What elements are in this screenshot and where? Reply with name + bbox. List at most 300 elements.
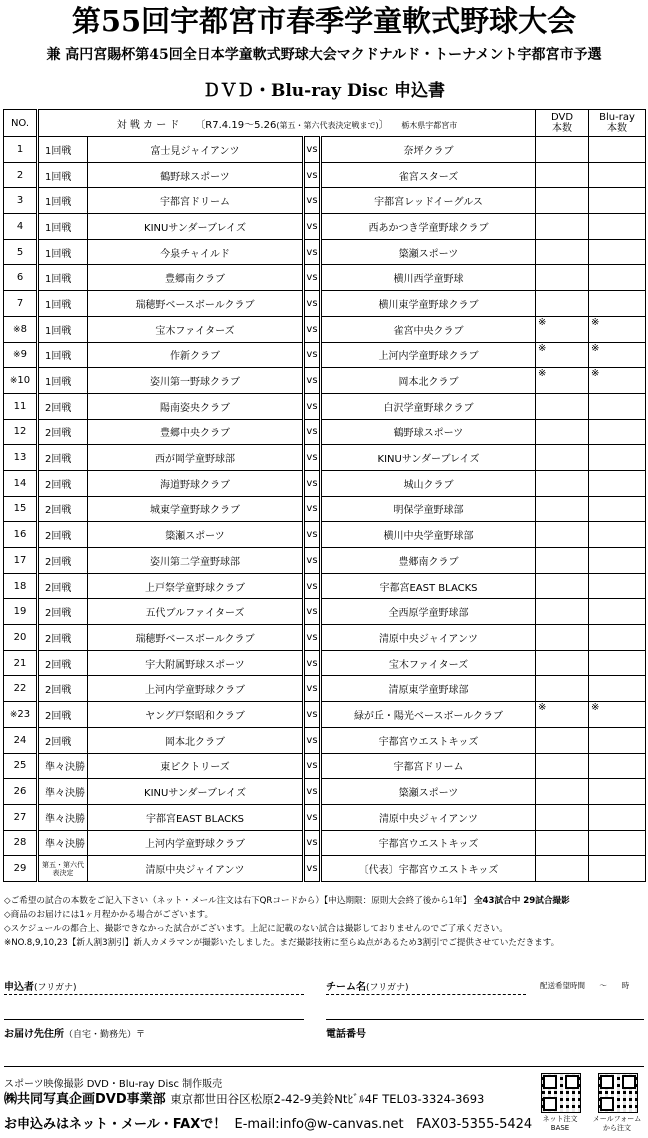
match-round: 1回戦 (38, 316, 88, 342)
match-number: 27 (13, 811, 27, 823)
table-row (4, 804, 646, 830)
dvd-quantity-cell[interactable] (536, 419, 589, 445)
page-title: 第55回宇都宮市春季学童軟式野球大会 (71, 4, 577, 38)
header-card (38, 110, 536, 137)
team-away: 宝木ファイターズ (321, 650, 536, 676)
bluray-quantity-cell[interactable] (589, 214, 646, 240)
qr-base-caption-2: BASE (550, 1124, 570, 1132)
team-away: 清原中央ジャイアンツ (321, 625, 536, 651)
team-home: 豊郷南クラブ (88, 265, 304, 291)
match-no (4, 496, 38, 522)
table-row (4, 419, 646, 445)
match-no (4, 470, 38, 496)
bluray-quantity-cell[interactable] (589, 856, 646, 882)
dvd-quantity-cell[interactable] (536, 265, 589, 291)
team-away: 豊郷南クラブ (321, 548, 536, 574)
match-round: 1回戦 (38, 342, 88, 368)
team-away: 清原中央ジャイアンツ (321, 804, 536, 830)
dvd-quantity-cell[interactable] (536, 239, 589, 265)
note-line-2: ◇商品のお届けには1ヶ月程かかる場合がございます。 (4, 910, 214, 920)
note-line-3: ◇スケジュールの都合上、撮影できなかった試合がございます。上記に記載のない試合は撮影しておりませんのでご了承ください。 (4, 924, 508, 934)
notes-block (4, 894, 644, 950)
team-away: KINUサンダーブレイズ (321, 445, 536, 471)
team-home: 陽南姿央クラブ (88, 393, 304, 419)
match-number: 16 (13, 529, 27, 541)
match-number: 10 (17, 375, 31, 387)
team-away: 全西原学童野球部 (321, 599, 536, 625)
qr-mailform-caption (591, 1115, 643, 1133)
match-no (4, 239, 38, 265)
team-away: 宇都宮レッドイーグルス (321, 188, 536, 214)
match-number: 14 (13, 477, 27, 489)
vs-label: vs (304, 496, 321, 522)
team-away: 緑が丘・陽光ベースボールクラブ (321, 702, 536, 728)
vs-label: vs (304, 291, 321, 317)
match-no (4, 445, 38, 471)
match-no (4, 599, 38, 625)
bluray-quantity-cell[interactable] (589, 188, 646, 214)
new-camera-mark: ※ (13, 350, 21, 361)
vs-label: vs (304, 522, 321, 548)
header-period-note: (第五・第六代表決定戦まで) (276, 120, 379, 130)
table-row (4, 342, 646, 368)
dvd-quantity-cell[interactable] (536, 676, 589, 702)
match-round: 第五・第六代表決定 (38, 856, 88, 882)
table-row (4, 625, 646, 651)
match-number: 6 (16, 272, 24, 284)
vs-label: vs (304, 162, 321, 188)
team-home: 豊郷中央クラブ (88, 419, 304, 445)
footer-fax: FAX03-5355-5424 (416, 1117, 533, 1132)
vs-label: vs (304, 676, 321, 702)
vs-label: vs (304, 625, 321, 651)
match-no (4, 291, 38, 317)
header-bluray (589, 110, 646, 137)
match-no (4, 162, 38, 188)
match-round: 2回戦 (38, 702, 88, 728)
vs-label: vs (304, 214, 321, 240)
footer-order-row (4, 1113, 532, 1132)
dvd-quantity-cell[interactable] (536, 753, 589, 779)
address-line[interactable] (4, 1066, 644, 1067)
match-round: 1回戦 (38, 239, 88, 265)
match-no (4, 316, 38, 342)
bluray-quantity-cell[interactable] (589, 548, 646, 574)
match-round: 2回戦 (38, 676, 88, 702)
team-away: 簗瀬スポーツ (321, 779, 536, 805)
bluray-quantity-cell[interactable] (589, 393, 646, 419)
team-home: 宇大附属野球スポーツ (88, 650, 304, 676)
match-no (4, 188, 38, 214)
match-no (4, 830, 38, 856)
team-label (326, 978, 409, 993)
table-header-row (4, 110, 646, 137)
bluray-quantity-cell[interactable]: ※ (589, 702, 646, 728)
applicant-kana-line (4, 994, 304, 995)
team-home: 上戸祭学童野球クラブ (88, 573, 304, 599)
match-no (4, 625, 38, 651)
dvd-quantity-cell[interactable] (536, 650, 589, 676)
dvd-quantity-cell[interactable] (536, 548, 589, 574)
match-round: 2回戦 (38, 393, 88, 419)
team-away: 横川西学童野球 (321, 265, 536, 291)
team-home: 西が岡学童野球部 (88, 445, 304, 471)
match-round: 2回戦 (38, 548, 88, 574)
bluray-quantity-cell[interactable] (589, 676, 646, 702)
page-subtitle: 兼 高円宮賜杯第45回全日本学童軟式野球大会マクドナルド・トーナメント宇都宮市予選 (46, 47, 602, 63)
phone-label: 電話番号 (326, 1029, 366, 1040)
bluray-quantity-cell[interactable] (589, 419, 646, 445)
match-round: 2回戦 (38, 650, 88, 676)
team-away: 横川東学童野球クラブ (321, 291, 536, 317)
table-row (4, 470, 646, 496)
table-row (4, 214, 646, 240)
table-row (4, 445, 646, 471)
vs-label: vs (304, 368, 321, 394)
match-round: 1回戦 (38, 188, 88, 214)
vs-label: vs (304, 137, 321, 163)
team-away: 雀宮中央クラブ (321, 316, 536, 342)
bluray-quantity-cell[interactable] (589, 573, 646, 599)
dvd-quantity-cell[interactable]: ※ (536, 702, 589, 728)
match-number: 19 (13, 606, 27, 618)
match-number: 23 (17, 708, 31, 720)
team-label-text: チーム名 (326, 982, 366, 993)
table-row (4, 496, 646, 522)
footer-order-lead: お申込みはネット・メール・FAXで！ (4, 1117, 227, 1132)
dvd-quantity-cell[interactable] (536, 573, 589, 599)
match-round: 1回戦 (38, 214, 88, 240)
team-away: 西あかつき学童野球クラブ (321, 214, 536, 240)
team-home: 清原中央ジャイアンツ (88, 856, 304, 882)
match-round: 2回戦 (38, 599, 88, 625)
dvd-quantity-cell[interactable] (536, 291, 589, 317)
header-bluray-unit: 本数 (607, 123, 627, 134)
team-away: 宇都宮ウエストキッズ (321, 830, 536, 856)
bluray-quantity-cell[interactable]: ※ (589, 316, 646, 342)
match-rows (4, 137, 646, 882)
match-number: 15 (13, 503, 27, 515)
match-number: 8 (20, 323, 27, 335)
match-no (4, 548, 38, 574)
note-line-1 (4, 894, 644, 908)
footer-address: 東京都世田谷区松原2-42-9美鈴Ntﾋﾞﾙ4F TEL03-3324-3693 (170, 1092, 485, 1106)
table-row (4, 137, 646, 163)
delivery-time-text: 配送希望時間 (540, 981, 585, 990)
team-home: 岡本北クラブ (88, 727, 304, 753)
qr-code-base-icon[interactable] (541, 1073, 581, 1113)
bluray-quantity-cell[interactable] (589, 239, 646, 265)
match-no (4, 650, 38, 676)
applicant-label (4, 978, 77, 993)
footer-company-row (4, 1088, 484, 1107)
team-away: 宇都宮EAST BLACKS (321, 573, 536, 599)
match-no (4, 137, 38, 163)
match-number: 20 (13, 631, 27, 643)
match-number: 18 (13, 580, 27, 592)
match-round: 1回戦 (38, 265, 88, 291)
match-number: 21 (13, 657, 27, 669)
match-no (4, 573, 38, 599)
note-line-1-text: ◇ご希望の試合の本数をご記入下さい（ネット・メール注文は右下QRコードから）【申込期限：原則大会終了後から1年】 (4, 896, 472, 906)
team-home: 簗瀬スポーツ (88, 522, 304, 548)
dvd-quantity-cell[interactable] (536, 599, 589, 625)
match-table (3, 109, 646, 882)
match-number: 1 (16, 143, 24, 155)
match-number: 13 (13, 452, 27, 464)
match-no (4, 393, 38, 419)
match-round: 1回戦 (38, 368, 88, 394)
match-round: 1回戦 (38, 162, 88, 188)
team-home: 瑞穂野ベースボールクラブ (88, 291, 304, 317)
applicant-label-text: 申込者 (4, 982, 34, 993)
table-row (4, 702, 646, 728)
team-home: 上河内学童野球クラブ (88, 830, 304, 856)
applicant-line[interactable] (4, 1019, 304, 1020)
table-row (4, 393, 646, 419)
match-number: 25 (13, 760, 27, 772)
team-home: 城東学童野球クラブ (88, 496, 304, 522)
table-row (4, 239, 646, 265)
table-row (4, 291, 646, 317)
match-no (4, 804, 38, 830)
bluray-quantity-cell[interactable] (589, 779, 646, 805)
team-away: 雀宮スターズ (321, 162, 536, 188)
table-row (4, 650, 646, 676)
match-no (4, 214, 38, 240)
footer-email[interactable]: E-mail:info@w-canvas.net (234, 1117, 404, 1132)
vs-label: vs (304, 470, 321, 496)
match-number: 22 (13, 683, 27, 695)
bluray-quantity-cell[interactable] (589, 162, 646, 188)
table-row (4, 856, 646, 882)
match-number: 17 (13, 554, 27, 566)
vs-label: vs (304, 445, 321, 471)
vs-label: vs (304, 753, 321, 779)
bluray-quantity-cell[interactable] (589, 265, 646, 291)
vs-label: vs (304, 419, 321, 445)
team-home: 宝木ファイターズ (88, 316, 304, 342)
dvd-quantity-cell[interactable] (536, 162, 589, 188)
vs-label: vs (304, 804, 321, 830)
team-home: 今泉チャイルド (88, 239, 304, 265)
dvd-quantity-cell[interactable] (536, 830, 589, 856)
note-line-4: ※NO.8,9,10,23【新人割3割引】新人カメラマンが撮影いたしました。まだ撮影技術に至らぬ点があるため3割引でご提供させていただきます。 (4, 938, 560, 948)
table-row (4, 573, 646, 599)
header-venue: 栃木県宇都宮市 (401, 120, 458, 130)
match-number: 3 (16, 195, 24, 207)
qr-code-mailform-icon[interactable] (598, 1073, 638, 1113)
team-home: 海道野球クラブ (88, 470, 304, 496)
match-round: 2回戦 (38, 496, 88, 522)
table-row (4, 522, 646, 548)
address-note: （自宅・勤務先）〒 (64, 1030, 146, 1040)
bluray-quantity-cell[interactable] (589, 291, 646, 317)
team-home: KINUサンダーブレイズ (88, 779, 304, 805)
team-away: 上河内学童野球クラブ (321, 342, 536, 368)
bluray-quantity-cell[interactable] (589, 830, 646, 856)
new-camera-mark: ※ (9, 709, 18, 720)
team-away: 奈坪クラブ (321, 137, 536, 163)
team-away: 岡本北クラブ (321, 368, 536, 394)
match-number: 26 (13, 786, 27, 798)
header-card-label: 対 戦 カ ー ド (116, 119, 180, 131)
bluray-quantity-cell[interactable] (589, 727, 646, 753)
dvd-quantity-cell[interactable] (536, 856, 589, 882)
vs-label: vs (304, 727, 321, 753)
team-home: KINUサンダーブレイズ (88, 214, 304, 240)
dvd-quantity-cell[interactable] (536, 470, 589, 496)
match-number: 29 (13, 863, 27, 875)
team-away: 宇都宮ドリーム (321, 753, 536, 779)
footer-service: スポーツ映像撮影 DVD・Blu-ray Disc 制作販売 (4, 1079, 223, 1090)
delivery-time-label[interactable] (540, 980, 629, 991)
team-away: 横川中央学童野球部 (321, 522, 536, 548)
vs-label: vs (304, 342, 321, 368)
bluray-quantity-cell[interactable] (589, 496, 646, 522)
match-round: 2回戦 (38, 445, 88, 471)
match-number: 28 (13, 837, 27, 849)
bluray-quantity-cell[interactable] (589, 625, 646, 651)
footer-company: ㈱共同写真企画DVD事業部 (4, 1092, 166, 1107)
match-round: 準々決勝 (38, 804, 88, 830)
table-row (4, 548, 646, 574)
match-round: 2回戦 (38, 625, 88, 651)
dvd-quantity-cell[interactable] (536, 214, 589, 240)
dvd-quantity-cell[interactable] (536, 779, 589, 805)
match-no (4, 522, 38, 548)
match-number: 4 (16, 220, 24, 232)
team-away: 簗瀬スポーツ (321, 239, 536, 265)
bluray-quantity-cell[interactable] (589, 445, 646, 471)
qr-mailform-caption-2: から注文 (603, 1124, 631, 1132)
team-home: 富士見ジャイアンツ (88, 137, 304, 163)
header-dvd (536, 110, 589, 137)
vs-label: vs (304, 573, 321, 599)
bluray-quantity-cell[interactable] (589, 599, 646, 625)
note-match-count: 全43試合中 29試合撮影 (473, 896, 570, 906)
dvd-quantity-cell[interactable] (536, 188, 589, 214)
team-home: 宇都宮EAST BLACKS (88, 804, 304, 830)
delivery-time-range: ～ 時 (599, 981, 630, 990)
match-no (4, 856, 38, 882)
match-no (4, 676, 38, 702)
table-row (4, 779, 646, 805)
dvd-quantity-cell[interactable]: ※ (536, 316, 589, 342)
match-round: 2回戦 (38, 727, 88, 753)
new-camera-mark: ※ (13, 324, 21, 335)
match-number: 7 (16, 297, 24, 309)
vs-label: vs (304, 702, 321, 728)
team-home: 上河内学童野球クラブ (88, 676, 304, 702)
vs-label: vs (304, 599, 321, 625)
match-no (4, 779, 38, 805)
team-home: 作新クラブ (88, 342, 304, 368)
match-no (4, 702, 38, 728)
vs-label: vs (304, 856, 321, 882)
dvd-quantity-cell[interactable] (536, 522, 589, 548)
team-home: ヤング戸祭昭和クラブ (88, 702, 304, 728)
match-round: 準々決勝 (38, 753, 88, 779)
team-home: 鶴野球スポーツ (88, 162, 304, 188)
vs-label: vs (304, 265, 321, 291)
team-home: 東ピクトリーズ (88, 753, 304, 779)
dvd-quantity-cell[interactable]: ※ (536, 342, 589, 368)
match-no (4, 419, 38, 445)
vs-label: vs (304, 316, 321, 342)
dvd-quantity-cell[interactable] (536, 445, 589, 471)
table-row (4, 265, 646, 291)
dvd-quantity-cell[interactable] (536, 804, 589, 830)
match-no (4, 368, 38, 394)
table-row (4, 188, 646, 214)
team-away: 〔代表〕宇都宮ウエストキッズ (321, 856, 536, 882)
bluray-quantity-cell[interactable] (589, 470, 646, 496)
bluray-quantity-cell[interactable] (589, 804, 646, 830)
team-home: 宇都宮ドリーム (88, 188, 304, 214)
dvd-quantity-cell[interactable] (536, 137, 589, 163)
dvd-quantity-cell[interactable] (536, 393, 589, 419)
header-dvd-label: DVD (550, 112, 574, 123)
match-number: 2 (16, 169, 24, 181)
team-away: 鶴野球スポーツ (321, 419, 536, 445)
team-line[interactable] (326, 1019, 644, 1020)
bluray-quantity-cell[interactable] (589, 522, 646, 548)
bluray-quantity-cell[interactable] (589, 753, 646, 779)
match-round: 1回戦 (38, 291, 88, 317)
match-number: 9 (20, 349, 27, 361)
match-no (4, 342, 38, 368)
dvd-quantity-cell[interactable]: ※ (536, 368, 589, 394)
address-label-text: お届け先住所 (4, 1029, 64, 1040)
header-no: NO. (4, 110, 38, 137)
bluray-quantity-cell[interactable]: ※ (589, 342, 646, 368)
match-no (4, 727, 38, 753)
vs-label: vs (304, 650, 321, 676)
match-round: 準々決勝 (38, 830, 88, 856)
vs-label: vs (304, 779, 321, 805)
table-row (4, 727, 646, 753)
team-home: 姿川第一野球クラブ (88, 368, 304, 394)
header-bluray-label: Blu-ray (599, 112, 635, 123)
bluray-quantity-cell[interactable]: ※ (589, 368, 646, 394)
dvd-quantity-cell[interactable] (536, 496, 589, 522)
bluray-quantity-cell[interactable] (589, 650, 646, 676)
team-home: 瑞穂野ベースボールクラブ (88, 625, 304, 651)
team-away: 城山クラブ (321, 470, 536, 496)
team-away: 宇都宮ウエストキッズ (321, 727, 536, 753)
match-number: 12 (13, 426, 27, 438)
header-period-close: 〕 (378, 119, 389, 131)
table-row (4, 316, 646, 342)
qr-base-caption-1: ネット注文 (542, 1115, 578, 1123)
dvd-quantity-cell[interactable] (536, 727, 589, 753)
team-away: 明保学童野球部 (321, 496, 536, 522)
match-round: 1回戦 (38, 137, 88, 163)
qr-base-caption (536, 1115, 584, 1133)
match-number: 24 (13, 734, 27, 746)
match-no (4, 265, 38, 291)
team-away: 白沢学童野球クラブ (321, 393, 536, 419)
match-round: 2回戦 (38, 470, 88, 496)
address-label (4, 1025, 145, 1040)
dvd-quantity-cell[interactable] (536, 625, 589, 651)
table-row (4, 368, 646, 394)
form-title: ＤＶＤ・Blu-ray Disc 申込書 (202, 81, 446, 101)
bluray-quantity-cell[interactable] (589, 137, 646, 163)
team-kana-line (326, 994, 526, 995)
table-row (4, 162, 646, 188)
